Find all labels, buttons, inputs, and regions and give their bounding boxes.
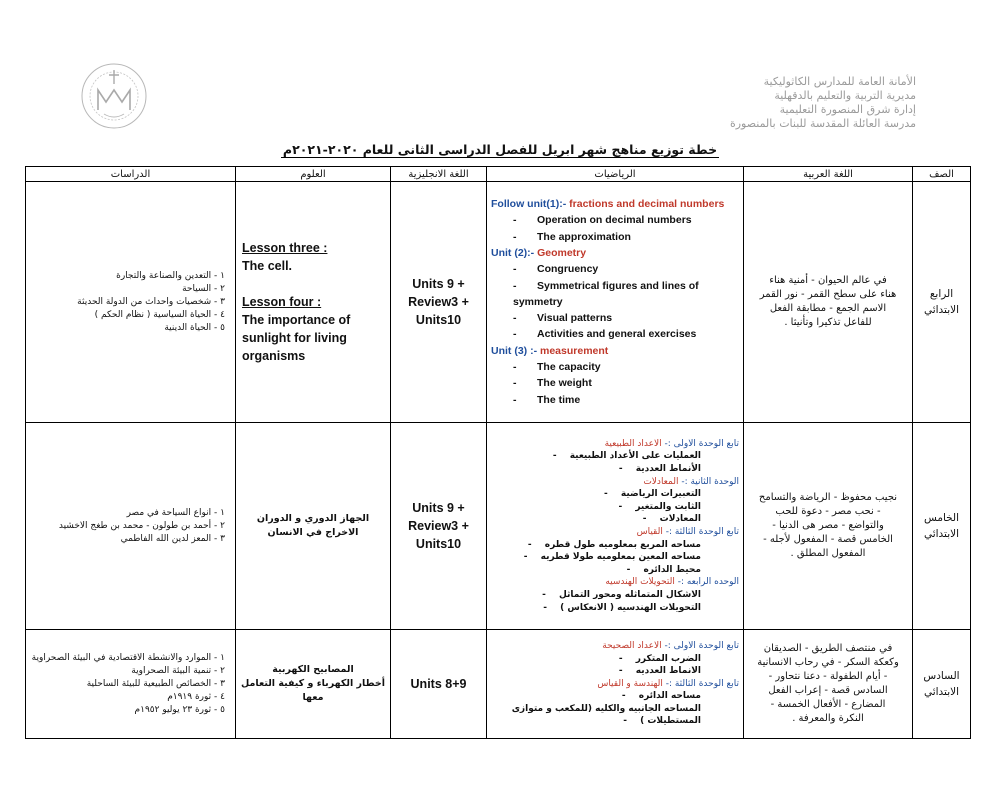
studies-line: ٣ - المعز لدين الله الفاطمي xyxy=(120,533,225,544)
english-line: Units 9 + xyxy=(412,501,465,515)
studies-line: ٣ - شخصيات واحداث من الدولة الحديثة xyxy=(77,296,225,307)
unit-heading xyxy=(491,526,739,539)
spacer xyxy=(242,275,384,293)
science-line: المصابيح الكهربية xyxy=(272,664,354,675)
school-seal-icon xyxy=(80,62,148,130)
studies-line: ٢ - السياحة xyxy=(182,283,225,294)
english-line: Units10 xyxy=(415,313,462,327)
unit-heading xyxy=(491,438,739,451)
unit-topic: الاعداد الصحيحة xyxy=(602,640,662,651)
topic-item: - Visual patterns xyxy=(491,310,739,326)
document-title: خطة توزيع مناهج شهر ابريل للفصل الدراسى الثانى للعام ٢٠٢٠-٢٠٢١م xyxy=(282,142,718,157)
science-line: أخطار الكهرباء و كيفية التعامل xyxy=(241,678,385,689)
topic-item: المساحه الجانبيه والكليه (للمكعب و متوازى المستطيلات ) - xyxy=(491,703,739,728)
unit-heading xyxy=(491,640,739,653)
topic-item: - Operation on decimal numbers xyxy=(491,212,739,228)
grade-cell xyxy=(913,423,971,630)
col-header-science: العلوم xyxy=(236,167,391,182)
topic-item: التحويلات الهندسيه ( الانعكاس ) - xyxy=(491,602,739,615)
org-line: مدرسة العائلة المقدسة للبنات بالمنصورة xyxy=(729,117,916,130)
grade-cell xyxy=(913,182,971,423)
topic-item: - Activities and general exercises xyxy=(491,326,739,342)
unit-topic: المعادلات xyxy=(643,476,679,487)
science-line: الاخراج في الانسان xyxy=(267,527,359,538)
english-line: Units 9 + xyxy=(412,277,465,291)
unit-label: Follow unit(1):- xyxy=(491,198,570,211)
col-header-studies: الدراسات xyxy=(26,167,236,182)
grade-level: الابتدائي xyxy=(923,528,960,540)
english-cell xyxy=(391,630,487,739)
arabic-line: السادس قصة - إعراب الفعل xyxy=(768,685,888,696)
unit-topic: fractions and decimal numbers xyxy=(569,198,725,211)
arabic-cell xyxy=(744,182,913,423)
topic-item: الانماط العدديه - xyxy=(491,665,739,678)
arabic-cell xyxy=(744,630,913,739)
arabic-line: هناء على سطح القمر - نور القمر xyxy=(759,289,897,300)
arabic-line: نجيب محفوظ - الرياضة والتسامح xyxy=(758,492,898,503)
unit-topic: القياس xyxy=(636,527,663,537)
unit-topic: Geometry xyxy=(537,246,587,259)
studies-line: ١ - انواع السياحة في مصر xyxy=(126,507,225,518)
grade-label: الرابع xyxy=(929,288,954,300)
studies-line: ٥ - الحياة الدينية xyxy=(164,322,225,333)
unit-heading xyxy=(491,476,739,489)
unit-label: تابع الوحدة الثالثة :- xyxy=(662,678,739,689)
grade-level: الابتدائي xyxy=(923,304,960,316)
lesson-topic: The importance of sunlight for living organisms xyxy=(242,313,351,363)
topic-item: - The capacity xyxy=(491,359,739,375)
lesson-title: Lesson four : xyxy=(242,295,322,309)
topic-item: المعادلات - xyxy=(491,513,739,526)
curriculum-table xyxy=(25,166,971,739)
science-cell xyxy=(236,182,391,423)
topic-item: مساحه المربع بمعلوميه طول قطره - xyxy=(491,539,739,552)
math-cell xyxy=(487,182,744,423)
studies-cell xyxy=(26,423,236,630)
topic-item: - The weight xyxy=(491,375,739,391)
studies-cell xyxy=(26,182,236,423)
unit-label: الوحدة الثانية :- xyxy=(678,476,739,487)
grade-level: الابتدائي xyxy=(923,686,960,698)
col-header-arabic: اللغة العربية xyxy=(744,167,913,182)
science-line: معها xyxy=(302,692,324,703)
table-row xyxy=(26,182,971,423)
studies-line: ٢ - أحمد بن طولون - محمد بن طغج الاخشيد xyxy=(58,520,225,531)
org-line: مديرية التربية والتعليم بالدقهلية xyxy=(774,89,916,102)
document-title-wrap xyxy=(0,142,1000,157)
topic-item: الاشكال المتماثله ومحور التماثل - xyxy=(491,589,739,602)
table-header-row xyxy=(26,167,971,182)
studies-line: ٥ - ثورة ٢٣ يوليو ١٩٥٢م xyxy=(134,704,225,715)
unit-label: تابع الوحدة الاولى :- xyxy=(661,438,739,449)
english-line: Units10 xyxy=(415,537,462,551)
studies-line: ١ - الموارد والانشطة الاقتصادية في البيئة الصحراوية xyxy=(31,652,225,663)
arabic-line: في منتصف الطريق - الصديقان xyxy=(763,643,893,654)
arabic-line: وكعكة السكر - في رحاب الانسانية xyxy=(757,657,899,668)
topic-item: - The approximation xyxy=(491,229,739,245)
arabic-line: الاسم الجمع - مطابقة الفعل xyxy=(769,303,887,314)
table-row xyxy=(26,630,971,739)
unit-topic: measurement xyxy=(540,344,609,357)
unit-topic: الهندسة و القياس xyxy=(597,678,663,689)
unit-label: تابع الوحدة الاولى :- xyxy=(661,640,739,651)
topic-item: محيط الدائره - xyxy=(491,564,739,577)
topic-item: مساحه المعين بمعلوميه طولا قطريه - xyxy=(491,551,739,564)
unit-label: الوحده الرابعه :- xyxy=(674,577,739,588)
col-header-grade: الصف xyxy=(913,167,971,182)
topic-item: التعبيرات الرياضية - xyxy=(491,488,739,501)
org-line: الأمانة العامة للمدارس الكاثوليكية xyxy=(763,75,916,88)
english-line: Units 8+9 xyxy=(410,677,467,691)
grade-label: الخامس xyxy=(923,512,960,524)
topic-item: مساحه الدائره - xyxy=(491,690,739,703)
topic-item: الثابت والمتغير - xyxy=(491,501,739,514)
unit-label: Unit (3) :- xyxy=(491,344,540,357)
studies-line: ٢ - تنمية البيئة الصحراوية xyxy=(131,665,225,676)
unit-heading xyxy=(491,245,739,261)
arabic-line: في عالم الحيوان - أمنية هناء xyxy=(769,275,887,286)
col-header-math: الرياضيات xyxy=(487,167,744,182)
studies-cell xyxy=(26,630,236,739)
arabic-line: - نحب مصر - دعوة للحب xyxy=(775,506,881,517)
topic-item: الضرب المتكرر - xyxy=(491,653,739,666)
lesson-topic: The cell. xyxy=(242,259,293,273)
math-cell xyxy=(487,423,744,630)
math-cell xyxy=(487,630,744,739)
col-header-english: اللغة الانجليزية xyxy=(391,167,487,182)
unit-heading xyxy=(491,678,739,691)
table-row xyxy=(26,423,971,630)
arabic-cell xyxy=(744,423,913,630)
studies-line: ٤ - الحياة السياسية ( نظام الحكم ) xyxy=(94,309,225,320)
unit-label: تابع الوحدة الثالثة :- xyxy=(662,527,739,537)
arabic-line: للفاعل تذكيرا وتأنيثا . xyxy=(784,317,872,328)
topic-item: - The time xyxy=(491,392,739,408)
unit-topic: الاعداد الطبيعية xyxy=(604,438,662,449)
unit-heading xyxy=(491,576,739,589)
english-cell xyxy=(391,182,487,423)
lesson-title: Lesson three : xyxy=(242,241,328,255)
english-cell xyxy=(391,423,487,630)
arabic-line: والتواضع - مصر هى الدنيا - xyxy=(772,520,884,531)
science-cell xyxy=(236,423,391,630)
arabic-line: النكرة والمعرفة . xyxy=(792,713,864,724)
studies-line: ٣ - الخصائص الطبيعية للبيئة الساحلية xyxy=(86,678,225,689)
unit-heading xyxy=(491,343,739,359)
science-cell xyxy=(236,630,391,739)
english-line: Review3 + xyxy=(408,295,469,309)
arabic-line: الخامس قصة - المفعول لأجله - xyxy=(763,534,893,545)
unit-topic: التحويلات الهندسيه xyxy=(605,577,675,588)
arabic-line: - أيام الطفولة - دعنا نتحاور - xyxy=(768,671,888,682)
organization-header xyxy=(730,75,916,131)
topic-item: الأنماط العددية - xyxy=(491,463,739,476)
topic-item: - Symmetrical figures and lines of symmetry xyxy=(491,278,739,311)
org-line: إدارة شرق المنصورة التعليمية xyxy=(779,103,916,116)
studies-line: ٤ - ثورة ١٩١٩م xyxy=(167,691,225,702)
studies-line: ١ - التعدين والصناعة والتجارة xyxy=(116,270,225,281)
unit-label: Unit (2):- xyxy=(491,246,538,259)
arabic-line: المضارع - الأفعال الخمسة - xyxy=(770,699,886,710)
grade-label: السادس xyxy=(923,670,960,682)
english-line: Review3 + xyxy=(408,519,469,533)
topic-item: العمليات على الأعداد الطبيعية - xyxy=(491,450,739,463)
grade-cell xyxy=(913,630,971,739)
science-line: الجهاز الدوري و الدوران xyxy=(256,513,370,524)
arabic-line: المفعول المطلق . xyxy=(790,548,866,559)
unit-heading xyxy=(491,196,739,212)
topic-item: - Congruency xyxy=(491,261,739,277)
